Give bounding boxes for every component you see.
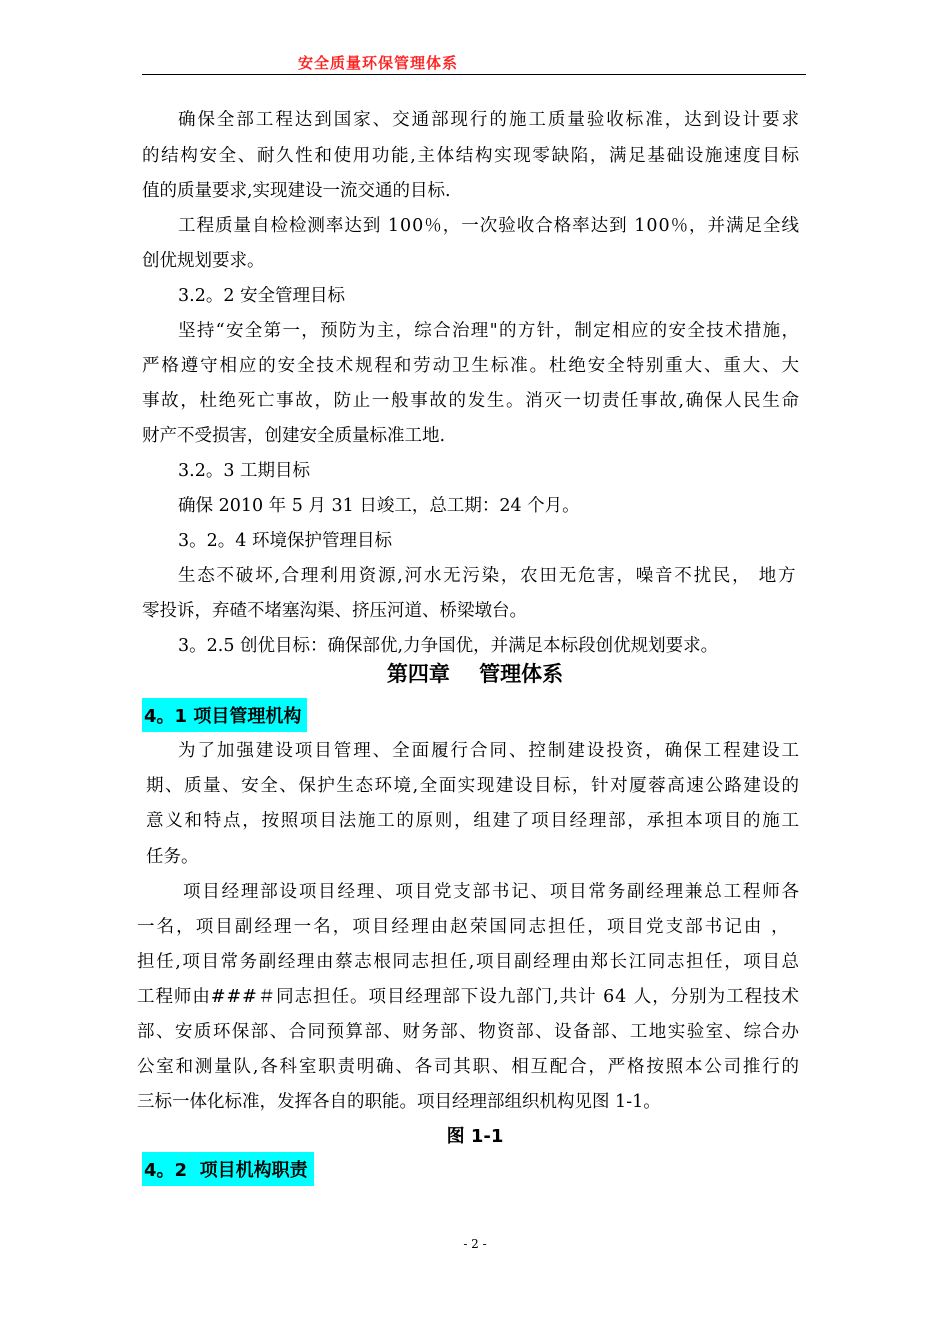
text-line: 值的质量要求,实现建设一流交通的目标. xyxy=(142,181,451,201)
figure-label: 图 1-1 xyxy=(446,1126,504,1147)
text-line: 的结构安全、耐久性和使用功能,主体结构实现零缺陷，满足基础设施速度目标 xyxy=(142,146,801,166)
text-line: 3.2。2 安全管理目标 xyxy=(178,286,346,306)
text-line: 任务。 xyxy=(146,847,199,867)
text-line: 担任,项目常务副经理由蔡志根同志担任,项目副经理由郑长江同志担任，项目总 xyxy=(137,952,801,972)
section-heading-4-2: 4。2 项目机构职责 xyxy=(142,1152,314,1186)
text-line: 严格遵守相应的安全技术规程和劳动卫生标准。杜绝安全特别重大、重大、大 xyxy=(142,356,801,376)
header-rule xyxy=(142,74,806,75)
page-number: - 2 - xyxy=(463,1237,487,1251)
header-title: 安全质量环保管理体系 xyxy=(298,54,459,72)
text-line: 项目经理部设项目经理、项目党支部书记、项目常务副经理兼总工程师各 xyxy=(183,882,801,902)
text-line: 工程质量自检检测率达到 100％，一次验收合格率达到 100％，并满足全线 xyxy=(178,216,800,236)
chapter-title: 第四章 管理体系 xyxy=(386,662,564,686)
text-line: 3。2。4 环境保护管理目标 xyxy=(178,531,392,551)
text-line: 3.2。3 工期目标 xyxy=(178,461,311,481)
text-line: 期、质量、安全、保护生态环境,全面实现建设目标，针对厦蓉高速公路建设的 xyxy=(146,776,801,796)
text-line: 为了加强建设项目管理、全面履行合同、控制建设投资，确保工程建设工 xyxy=(178,741,801,761)
text-line: 零投诉，弃碴不堵塞沟渠、挤压河道、桥梁墩台。 xyxy=(142,601,527,621)
text-line: 生态不破坏,合理利用资源,河水无污染，农田无危害，噪音不扰民， 地方 xyxy=(178,566,798,586)
text-line: 意义和特点，按照项目法施工的原则，组建了项目经理部，承担本项目的施工 xyxy=(146,811,801,831)
text-line: 公室和测量队,各科室职责明确、各司其职、相互配合，严格按照本公司推行的 xyxy=(137,1057,801,1077)
text-line: 事故，杜绝死亡事故，防止一般事故的发生。消灭一切责任事故,确保人民生命 xyxy=(142,391,801,411)
text-line: 工程师由###＃同志担任。项目经理部下设九部门,共计 64 人，分别为工程技术 xyxy=(137,987,800,1007)
text-line: 确保 2010 年 5 月 31 日竣工，总工期：24 个月。 xyxy=(178,496,580,516)
text-line: 部、安质环保部、合同预算部、财务部、物资部、设备部、工地实验室、综合办 xyxy=(137,1022,801,1042)
text-line: 3。2.5 创优目标：确保部优,力争国优，并满足本标段创优规划要求。 xyxy=(178,636,719,656)
text-line: 创优规划要求。 xyxy=(142,251,265,271)
text-line: 确保全部工程达到国家、交通部现行的施工质量验收标准，达到设计要求 xyxy=(178,110,801,130)
section-heading-4-1: 4。1 项目管理机构 xyxy=(142,698,307,732)
text-line: 财产不受损害，创建安全质量标准工地. xyxy=(142,426,446,446)
text-line: 三标一体化标准，发挥各自的职能。项目经理部组织机构见图 1-1。 xyxy=(137,1092,661,1112)
text-line: 一名，项目副经理一名，项目经理由赵荣国同志担任，项目党支部书记由 ， xyxy=(137,917,791,937)
text-line: 坚持“安全第一，预防为主，综合治理"的方针，制定相应的安全技术措施， xyxy=(178,321,801,341)
